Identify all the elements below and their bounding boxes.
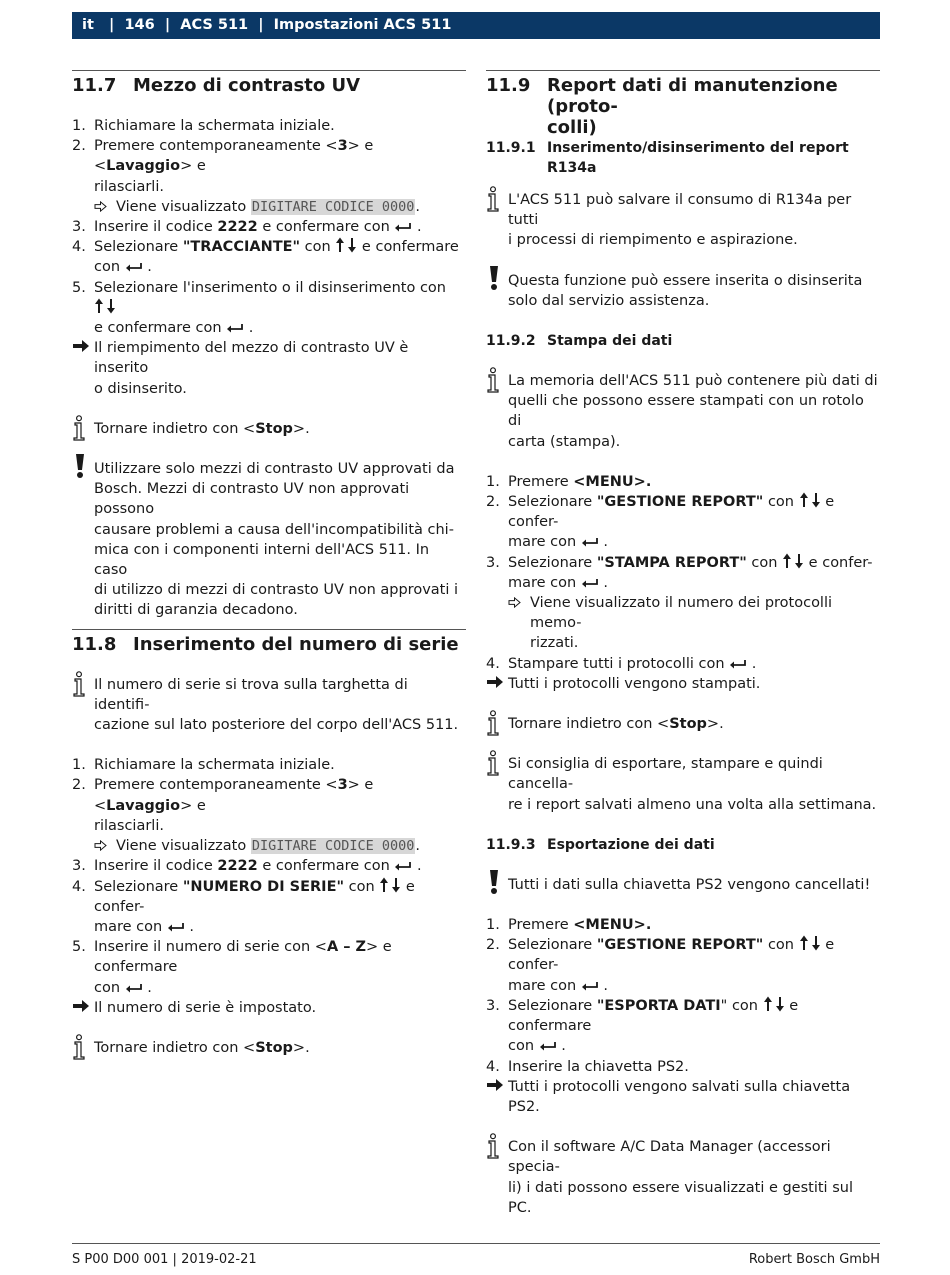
- info-icon: [72, 1034, 86, 1060]
- sub-result-arrow-icon: [94, 840, 107, 851]
- info-icon: [486, 750, 500, 776]
- up-down-arrows-icon: [782, 553, 804, 569]
- header-product: ACS 511: [180, 17, 249, 33]
- result-line: Tutti i protocolli vengono stampati.: [486, 674, 880, 694]
- header-section: Impostazioni ACS 511: [273, 17, 452, 33]
- list-item: 2. Selezionare "GESTIONE REPORT" con e confer-: [486, 494, 835, 531]
- info-note: Tornare indietro con <Stop>.: [72, 419, 466, 439]
- list-item: 3. Inserire il codice 2222 e confermare con .: [72, 858, 422, 875]
- result-line: Tutti i protocolli vengono salvati sulla chiavetta PS2.: [486, 1077, 880, 1117]
- list-item: 1. Richiamare la schermata iniziale.: [72, 757, 335, 774]
- header-lang: it: [82, 17, 94, 33]
- subsection-11-9-2-heading: 11.9.2 Stampa dei dati: [486, 333, 673, 350]
- result-line: Il numero di serie è impostato.: [72, 998, 466, 1018]
- list-item: 4. Selezionare "NUMERO DI SERIE" con e confer-: [72, 878, 415, 915]
- list-item-result: Viene visualizzato DIGITARE CODICE 0000.: [72, 836, 466, 856]
- warning-icon: [488, 265, 500, 291]
- display-code: DIGITARE CODICE 0000: [251, 838, 415, 855]
- enter-key-icon: [125, 983, 143, 993]
- enter-key-icon: [125, 262, 143, 272]
- display-code: DIGITARE CODICE 0000: [251, 198, 415, 215]
- sub-result-arrow-icon: [508, 597, 521, 608]
- enter-key-icon: [226, 323, 244, 333]
- enter-key-icon: [539, 1041, 557, 1051]
- section-rule: [72, 70, 466, 71]
- info-note: L'ACS 511 può salvare il consumo di R134a per tutti i processi di riempimento e aspirazione.: [486, 190, 880, 251]
- info-icon: [72, 415, 86, 441]
- page-footer: S P00 D00 001 | 2019-02-21 Robert Bosch GmbH: [72, 1243, 880, 1267]
- list-item: 5. Selezionare l'inserimento o il disinserimento con: [72, 278, 466, 318]
- section-11-9-heading: 11.9 Report dati di manutenzione (proto- colli): [486, 75, 838, 138]
- list-item: 2. Premere contemporaneamente <3> e <Lavaggio> e: [72, 777, 374, 814]
- warning-icon: [74, 453, 86, 479]
- list-item-result: Viene visualizzato DIGITARE CODICE 0000.: [72, 197, 466, 217]
- subsection-11-9-3-heading: 11.9.3 Esportazione dei dati: [486, 836, 715, 853]
- up-down-arrows-icon: [763, 996, 785, 1012]
- list-item: 3. Selezionare "ESPORTA DATI" con e confermare: [486, 997, 799, 1035]
- warning-icon: [488, 869, 500, 895]
- page-header: it | 146 | ACS 511 | Impostazioni ACS 511: [72, 12, 880, 39]
- warning-note: Questa funzione può essere inserita o disinserita solo dal servizio assistenza.: [486, 271, 880, 311]
- right-column: 11.9 Report dati di manutenzione (proto- colli) 11.9.1 Inserimento/disinserimento del report R134a L'ACS 511 può salvare il consumo di R134a per tutti i processi di riempimento e aspirazione. Questa funzione può essere inserita o disinserita solo dal servizio assistenza. 11.9.2 Stampa dei dati La memoria dell'ACS 511 può contenere più dati di quelli che possono essere stampati con un rotolo di carta (stampa). 1. Premere <MENU>. 2. Selezionare "GESTIONE REPORT" con e confer- mare con . 3. Selezionare "STAMPA REPORT" con e confer- mare con . Viene visualizzato il numero dei protocolli memo- rizzati. 4. Stampare tutti i protocolli con . Tutti i protocolli vengono stampati. Tornare indietro con <Stop>. Si consiglia di esportare, stampare e quindi cancella- re i report salvati almeno una volta alla settimana. 11.9.3 Esportazione dei dati Tutti i dati sulla chiavetta PS2 vengono cancellati! 1. Premere <MENU>. 2. Selezionare "GESTIONE REPORT" con e confer- mare con . 3. Selezionare "ESPORTA DATI" con e confermare con . 4. Inserire la chiavetta PS2. Tutti i protocolli vengono salvati sulla chiavetta PS2. Con il software A/C Data Manager (accessori specia- li) i dati possono essere visualizzati e gestiti sul PC.: [486, 70, 880, 1218]
- enter-key-icon: [729, 659, 747, 669]
- enter-key-icon: [581, 578, 599, 588]
- section-rule: [72, 629, 466, 630]
- info-icon: [486, 710, 500, 736]
- up-down-arrows-icon: [335, 237, 357, 253]
- section-11-8-heading: 11.8 Inserimento del numero di serie: [72, 633, 459, 655]
- enter-key-icon: [167, 922, 185, 932]
- list-item: 1. Premere <MENU>.: [486, 473, 652, 490]
- info-icon: [486, 1133, 500, 1159]
- info-note: Tornare indietro con <Stop>.: [72, 1038, 466, 1058]
- list-item: 3. Inserire il codice 2222 e confermare con .: [72, 219, 422, 236]
- warning-note: Tutti i dati sulla chiavetta PS2 vengono cancellati!: [486, 875, 880, 895]
- subsection-11-9-1-heading: 11.9.1 Inserimento/disinserimento del report R134a: [486, 140, 849, 176]
- up-down-arrows-icon: [94, 298, 116, 314]
- list-item: 3. Selezionare "STAMPA REPORT" con e confer-: [486, 554, 873, 571]
- warning-note: Utilizzare solo mezzi di contrasto UV approvati da Bosch. Mezzi di contrasto UV non approvati possono causare problemi a causa dell'incompatibilità chi- mica con i componenti interni dell'ACS 511. In caso di utilizzo di mezzi di contrasto UV non approvati i diritti di garanzia decadono.: [72, 459, 466, 621]
- info-note: Tornare indietro con <Stop>.: [486, 714, 880, 734]
- info-note: La memoria dell'ACS 511 può contenere più dati di quelli che possono essere stampati con un rotolo di carta (stampa).: [486, 371, 880, 452]
- up-down-arrows-icon: [799, 935, 821, 951]
- info-icon: [486, 367, 500, 393]
- list-item: 1. Premere <MENU>.: [486, 917, 652, 934]
- footer-company: Robert Bosch GmbH: [748, 1252, 880, 1267]
- up-down-arrows-icon: [799, 492, 821, 508]
- result-arrow-icon: [72, 339, 90, 353]
- enter-key-icon: [394, 861, 412, 871]
- info-icon: [486, 186, 500, 212]
- up-down-arrows-icon: [379, 877, 401, 893]
- info-note: Con il software A/C Data Manager (accessori specia- li) i dati possono essere visualizzati e gestiti sul PC.: [486, 1137, 880, 1218]
- footer-date: 2019-02-21: [181, 1252, 257, 1267]
- list-item: 4. Inserire la chiavetta PS2.: [486, 1058, 689, 1075]
- result-arrow-icon: [486, 1078, 504, 1092]
- section-11-7-heading: 11.7 Mezzo di contrasto UV: [72, 75, 361, 96]
- enter-key-icon: [581, 537, 599, 547]
- info-note: Il numero di serie si trova sulla targhetta di identifi- cazione sul lato posteriore del corpo dell'ACS 511.: [72, 675, 466, 736]
- info-icon: [72, 671, 86, 697]
- result-arrow-icon: [72, 999, 90, 1013]
- list-item: 4. Selezionare "TRACCIANTE" con e confermare: [72, 239, 459, 256]
- list-item: 2. Premere contemporaneamente <3> e <Lavaggio> e: [72, 138, 374, 175]
- info-note: Si consiglia di esportare, stampare e quindi cancella- re i report salvati almeno una volta alla settimana.: [486, 754, 880, 815]
- footer-doc: S P00 D00 001: [72, 1252, 169, 1267]
- enter-key-icon: [581, 981, 599, 991]
- result-arrow-icon: [486, 675, 504, 689]
- list-item: 5. Inserire il numero di serie con <A – Z> e confermare: [72, 939, 392, 976]
- list-item: 2. Selezionare "GESTIONE REPORT" con e confer-: [486, 937, 835, 974]
- result-line: Il riempimento del mezzo di contrasto UV è inserito: [72, 338, 466, 378]
- list-item-result: Viene visualizzato il numero dei protocolli memo-: [486, 593, 880, 633]
- section-rule: [486, 70, 880, 71]
- list-item: 4. Stampare tutti i protocolli con .: [486, 655, 757, 672]
- header-page: 146: [124, 17, 155, 33]
- left-column: 11.7 Mezzo di contrasto UV 1. Richiamare la schermata iniziale. 2. Premere contemporaneamente <3> e <Lavaggio> e rilasciarli. Viene visualizzato DIGITARE CODICE 0000. 3. Inserire il codice 2222 e confermare con . 4. Selezionare "TRACCIANTE" con e confermare con . 5. Selezionare l'inserimento o il disinserimento con e confermare con . Il riempimento del mezzo di contrasto UV è inserito o disinserito. Tornare indietro con <Stop>. Utilizzare solo mezzi di contrasto UV approvati da Bosch. Mezzi di contrasto UV non approvati possono causare problemi a causa dell'incompatibilità chi- mica con i componenti interni dell'ACS 511. In caso di utilizzo di mezzi di contrasto UV non approvati i diritti di garanzia decadono. 11.8 Inserimento del numero di serie Il numero di serie si trova sulla targhetta di identifi- cazione sul lato posteriore del corpo dell'ACS 511. 1. Richiamare la schermata iniziale. 2. Premere contemporaneamente <3> e <Lavaggio> e rilasciarli. Viene visualizzato DIGITARE CODICE 0000. 3. Inserire il codice 2222 e confermare con . 4. Selezionare "NUMERO DI SERIE" con e confer- mare con . 5. Inserire il numero di serie con <A – Z> e confermare con . Il numero di serie è impostato. Tornare indietro con <Stop>.: [72, 70, 466, 1058]
- list-item: 1. Richiamare la schermata iniziale.: [72, 118, 335, 134]
- sub-result-arrow-icon: [94, 201, 107, 212]
- enter-key-icon: [394, 222, 412, 232]
